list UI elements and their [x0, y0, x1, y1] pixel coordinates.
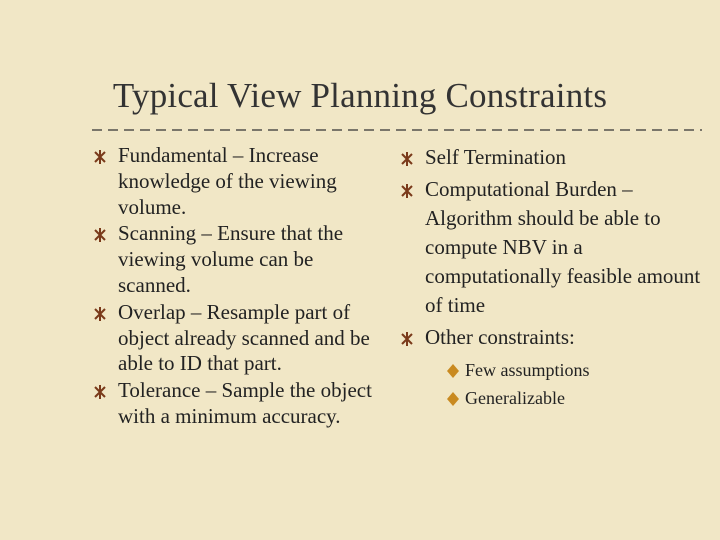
bullet-text: Self Termination — [425, 145, 567, 169]
bullet-text: Fundamental – Increase knowledge of the viewing volume. — [118, 143, 337, 219]
crossed-bullet-icon — [93, 228, 107, 242]
bullet-item-self-termination — [395, 143, 705, 172]
crossed-bullet-icon — [93, 385, 107, 399]
right-column — [395, 143, 705, 415]
bullet-text: Computational Burden – Algorithm should be able to compute NBV in a computationally feasible amount of time — [425, 177, 701, 317]
bullet-item-tolerance — [88, 378, 388, 430]
diamond-bullet-icon — [447, 364, 459, 378]
diamond-bullet-icon — [447, 392, 459, 406]
bullet-item-other-constraints — [395, 323, 705, 412]
left-column — [88, 143, 388, 431]
bullet-text: Overlap – Resample part of object already scanned and be able to ID that part. — [118, 299, 370, 376]
slide-title: Typical View Planning Constraints — [112, 76, 608, 115]
crossed-bullet-icon — [400, 332, 414, 346]
title-divider — [92, 125, 702, 135]
bullet-text: Scanning – Ensure that the viewing volume can be scanned. — [118, 221, 344, 297]
crossed-bullet-icon — [400, 152, 414, 166]
sub-bullet-item-few-assumptions — [435, 356, 705, 384]
bullet-item-scanning — [88, 221, 388, 298]
bullet-text: Other constraints: — [425, 325, 575, 349]
sub-bullet-item-generalizable — [435, 384, 705, 412]
crossed-bullet-icon — [93, 307, 107, 321]
crossed-bullet-icon — [400, 184, 414, 198]
sub-bullet-text: Generalizable — [465, 388, 565, 408]
bullet-item-fundamental — [88, 143, 388, 220]
bullet-item-overlap — [88, 300, 388, 377]
bullet-text: Tolerance – Sample the object with a minimum accuracy. — [118, 378, 372, 428]
sub-bullet-text: Few assumptions — [465, 360, 590, 380]
bullet-item-computational-burden — [395, 175, 705, 320]
crossed-bullet-icon — [93, 150, 107, 164]
sub-bullet-list — [425, 356, 705, 412]
